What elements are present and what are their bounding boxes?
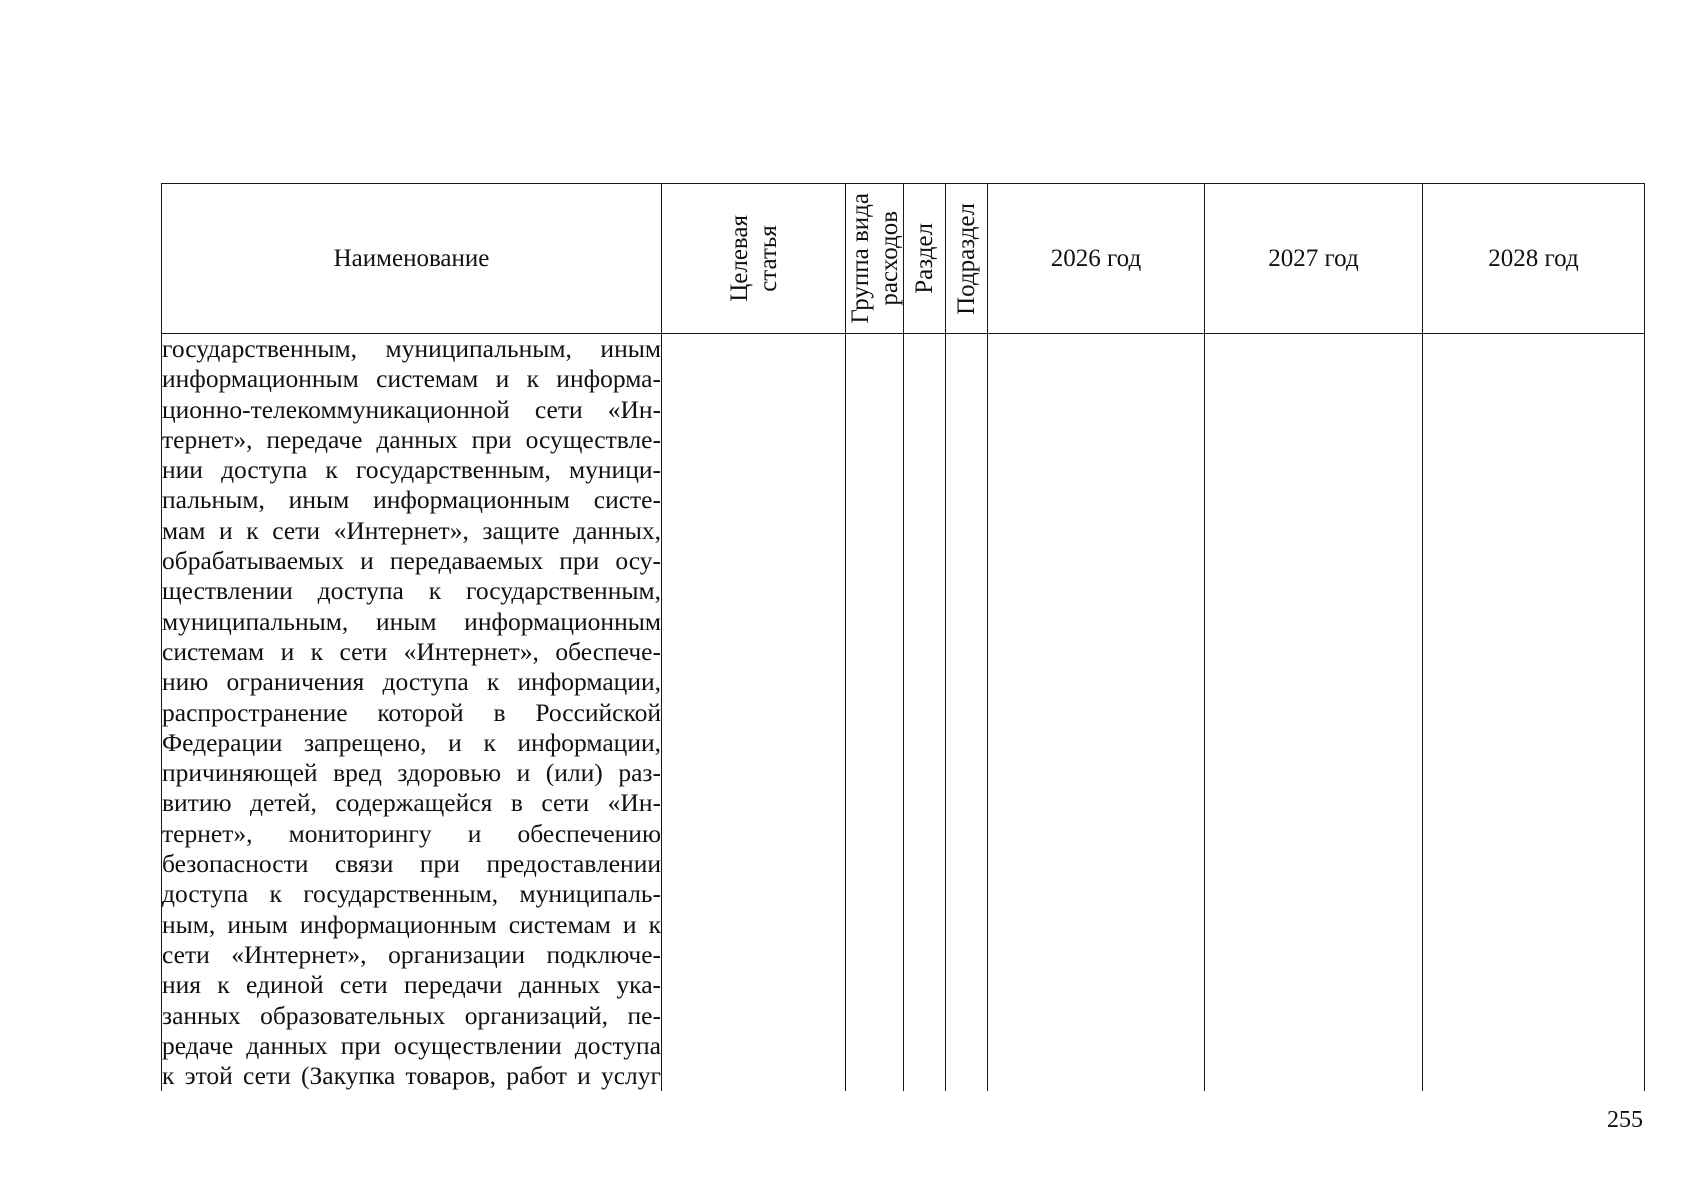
- name-text-line: ния к единой сети передачи данных ука-: [162, 970, 661, 1000]
- name-text-line: государственным, муниципальным, иным: [162, 334, 661, 363]
- header-target-article-label: Целевая статья: [725, 215, 782, 302]
- budget-table: [161, 183, 1645, 1091]
- row-section: [904, 334, 946, 1092]
- header-name: Наименование: [162, 184, 662, 334]
- name-text-line: Федерации запрещено, и к информации,: [162, 727, 661, 757]
- name-text-line: доступа к государственным, муниципаль-: [162, 879, 661, 909]
- row-year-2027: [1205, 334, 1423, 1092]
- name-text-line: занных образовательных организаций, пе-: [162, 1000, 661, 1030]
- row-name-cell: [162, 334, 662, 1092]
- header-subsection: [946, 184, 988, 334]
- page-number: 255: [1607, 1107, 1643, 1133]
- header-year-2028: 2028 год: [1423, 184, 1645, 334]
- name-text-line: распространение которой в Российской: [162, 697, 661, 727]
- name-text-line: ным, иным информационным системам и к: [162, 909, 661, 939]
- header-section: [904, 184, 946, 334]
- header-expense-group: [846, 184, 904, 334]
- header-target-article: [662, 184, 846, 334]
- header-year-2027: 2027 год: [1205, 184, 1423, 334]
- row-name-text: [162, 334, 661, 1091]
- row-expense-group: [846, 334, 904, 1092]
- name-text-line: причиняющей вред здоровью и (или) раз-: [162, 758, 661, 788]
- table-row: [162, 334, 1645, 1092]
- name-text-line: ционно-телекоммуникационной сети «Ин-: [162, 394, 661, 424]
- name-text-line: к этой сети (Закупка товаров, работ и услуг: [162, 1061, 661, 1091]
- name-text-line: системам и к сети «Интернет», обеспече-: [162, 636, 661, 666]
- row-year-2028: [1423, 334, 1645, 1092]
- name-text-line: мам и к сети «Интернет», защите данных,: [162, 515, 661, 545]
- name-text-line: витию детей, содержащейся в сети «Ин-: [162, 788, 661, 818]
- name-text-line: безопасности связи при предоставлении: [162, 849, 661, 879]
- name-text-line: пальным, иным информационным систе-: [162, 485, 661, 515]
- header-section-label: Раздел: [911, 223, 938, 294]
- name-text-line: обрабатываемых и передаваемых при осу-: [162, 546, 661, 576]
- name-text-line: муниципальным, иным информационным: [162, 606, 661, 636]
- table-header-row: [162, 184, 1645, 334]
- name-text-line: нии доступа к государственным, муници-: [162, 455, 661, 485]
- name-text-line: сети «Интернет», организации подключе-: [162, 939, 661, 969]
- name-text-line: тернет», мониторингу и обеспечению: [162, 818, 661, 848]
- name-text-line: ществлении доступа к государственным,: [162, 576, 661, 606]
- name-text-line: редаче данных при осуществлении доступа: [162, 1030, 661, 1060]
- row-subsection: [946, 334, 988, 1092]
- name-text-line: нию ограничения доступа к информации,: [162, 667, 661, 697]
- name-text-line: информационным системам и к информа-: [162, 364, 661, 394]
- row-year-2026: [988, 334, 1205, 1092]
- header-subsection-label: Подраздел: [953, 202, 980, 315]
- header-expense-group-label: Группа вида расходов: [846, 193, 903, 324]
- name-text-line: тернет», передаче данных при осуществле-: [162, 424, 661, 454]
- row-target-article: [662, 334, 846, 1092]
- header-year-2026: 2026 год: [988, 184, 1205, 334]
